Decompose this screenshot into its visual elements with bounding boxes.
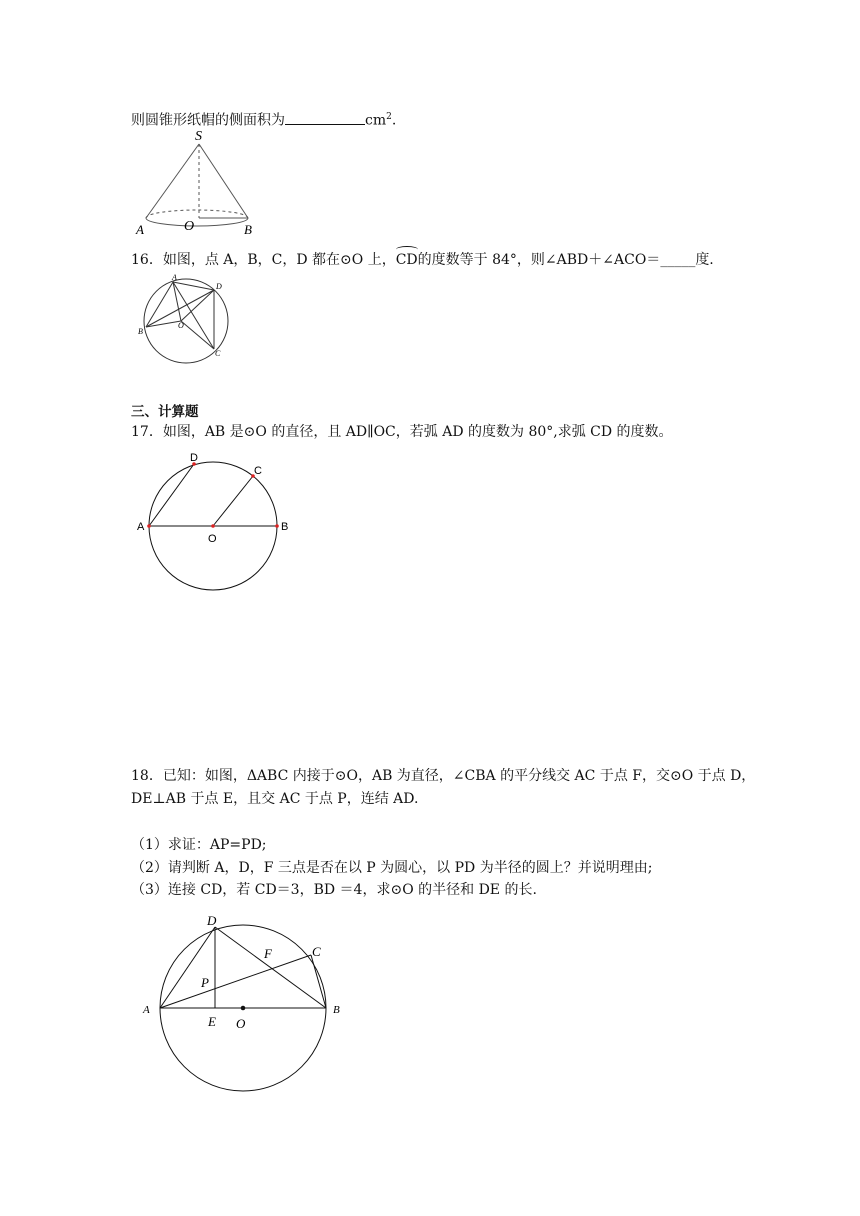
- q18-line2: DE⊥AB 于点 E，且交 AC 于点 P，连结 AD.: [131, 791, 419, 807]
- q17-text: 17．如图，AB 是⊙O 的直径，且 AD∥OC，若弧 AD 的度数为 80°,求弧 CD 的度数。: [131, 424, 673, 440]
- q15-unit-sup: 2: [386, 112, 392, 122]
- q17-seg-oc: [213, 476, 253, 526]
- q17-label-b: B: [281, 521, 289, 533]
- q18-label-p: P: [201, 975, 209, 990]
- q16-text: [131, 250, 714, 270]
- q16-label-d: D: [216, 282, 222, 291]
- q16-label-b: B: [138, 327, 143, 336]
- q15-text-before: 则圆锥形纸帽的侧面积为: [131, 112, 285, 129]
- q18-circle-figure: [140, 912, 350, 1092]
- q17-circle-figure: [136, 452, 296, 592]
- q18-part1: （1）求证：AP=PD;: [131, 837, 267, 853]
- q16-text-a: 16．如图，点 A，B，C，D 都在⊙O 上，: [131, 252, 396, 268]
- q16-label-o: O: [178, 321, 184, 330]
- q18-seg-ac: [160, 955, 311, 1008]
- q18-part2: （2）请判断 A，D，F 三点是否在以 P 为圆心，以 PD 为半径的圆上？并说明理由;: [131, 860, 653, 876]
- q17-label-o: O: [208, 533, 217, 545]
- q16-answer-blank: _____: [660, 252, 696, 268]
- q16-text-c: 度.: [695, 252, 714, 268]
- q18-seg-cb: [311, 955, 326, 1008]
- q17-label-d: D: [190, 452, 198, 464]
- q18-label-f: F: [264, 946, 272, 961]
- q17-label-a: A: [137, 521, 145, 533]
- q18-label-b: B: [333, 1004, 340, 1016]
- q18-label-c: C: [312, 944, 321, 959]
- q17-point-b: [275, 524, 279, 528]
- q18-line1: 18．已知：如图，ΔABC 内接于⊙O，AB 为直径，∠CBA 的平分线交 AC 于点 F，交⊙O 于点 D，: [131, 768, 756, 784]
- q18-seg-db: [215, 927, 326, 1008]
- q15-answer-blank: [285, 110, 365, 125]
- q16-arc-cd: CD: [395, 252, 418, 268]
- q16-seg-ad: [173, 282, 214, 290]
- cone-base-back: [146, 210, 248, 218]
- q15-unit: cm: [365, 112, 387, 129]
- cone-label-s: S: [195, 129, 202, 144]
- cone-base-front: [146, 218, 248, 226]
- q17-point-o: [211, 524, 215, 528]
- cone-left-edge: [146, 144, 199, 218]
- q16-seg-ac: [173, 282, 214, 349]
- q18-seg-ad: [160, 927, 215, 1008]
- cone-label-a: A: [136, 222, 144, 237]
- q16-text-b: 的度数等于 84°，则∠ABD＋∠ACO＝: [417, 252, 661, 268]
- q16-seg-oc: [181, 321, 214, 349]
- cone-label-o: O: [184, 219, 195, 234]
- q16-circle-figure: [138, 273, 238, 372]
- q15-cone-figure: [134, 126, 274, 238]
- q17-point-a: [147, 524, 151, 528]
- q16-label-a: A: [172, 273, 177, 282]
- q17-label-c: C: [254, 465, 262, 477]
- q15-end: .: [391, 112, 397, 129]
- section3-title: 三、计算题: [131, 404, 199, 420]
- q18-label-e: E: [208, 1014, 216, 1029]
- q18-label-o: O: [236, 1016, 246, 1031]
- q18-center-dot: [241, 1006, 246, 1011]
- q16-label-c: C: [215, 349, 221, 358]
- q18-label-a: A: [143, 1004, 150, 1016]
- q17-seg-ad: [149, 464, 194, 526]
- cone-right-edge: [199, 144, 248, 218]
- cone-label-b: B: [244, 222, 252, 237]
- q18-part3: （3）连接 CD，若 CD＝3，BD ＝4，求⊙O 的半径和 DE 的长.: [131, 882, 537, 898]
- q18-label-d: D: [207, 913, 217, 928]
